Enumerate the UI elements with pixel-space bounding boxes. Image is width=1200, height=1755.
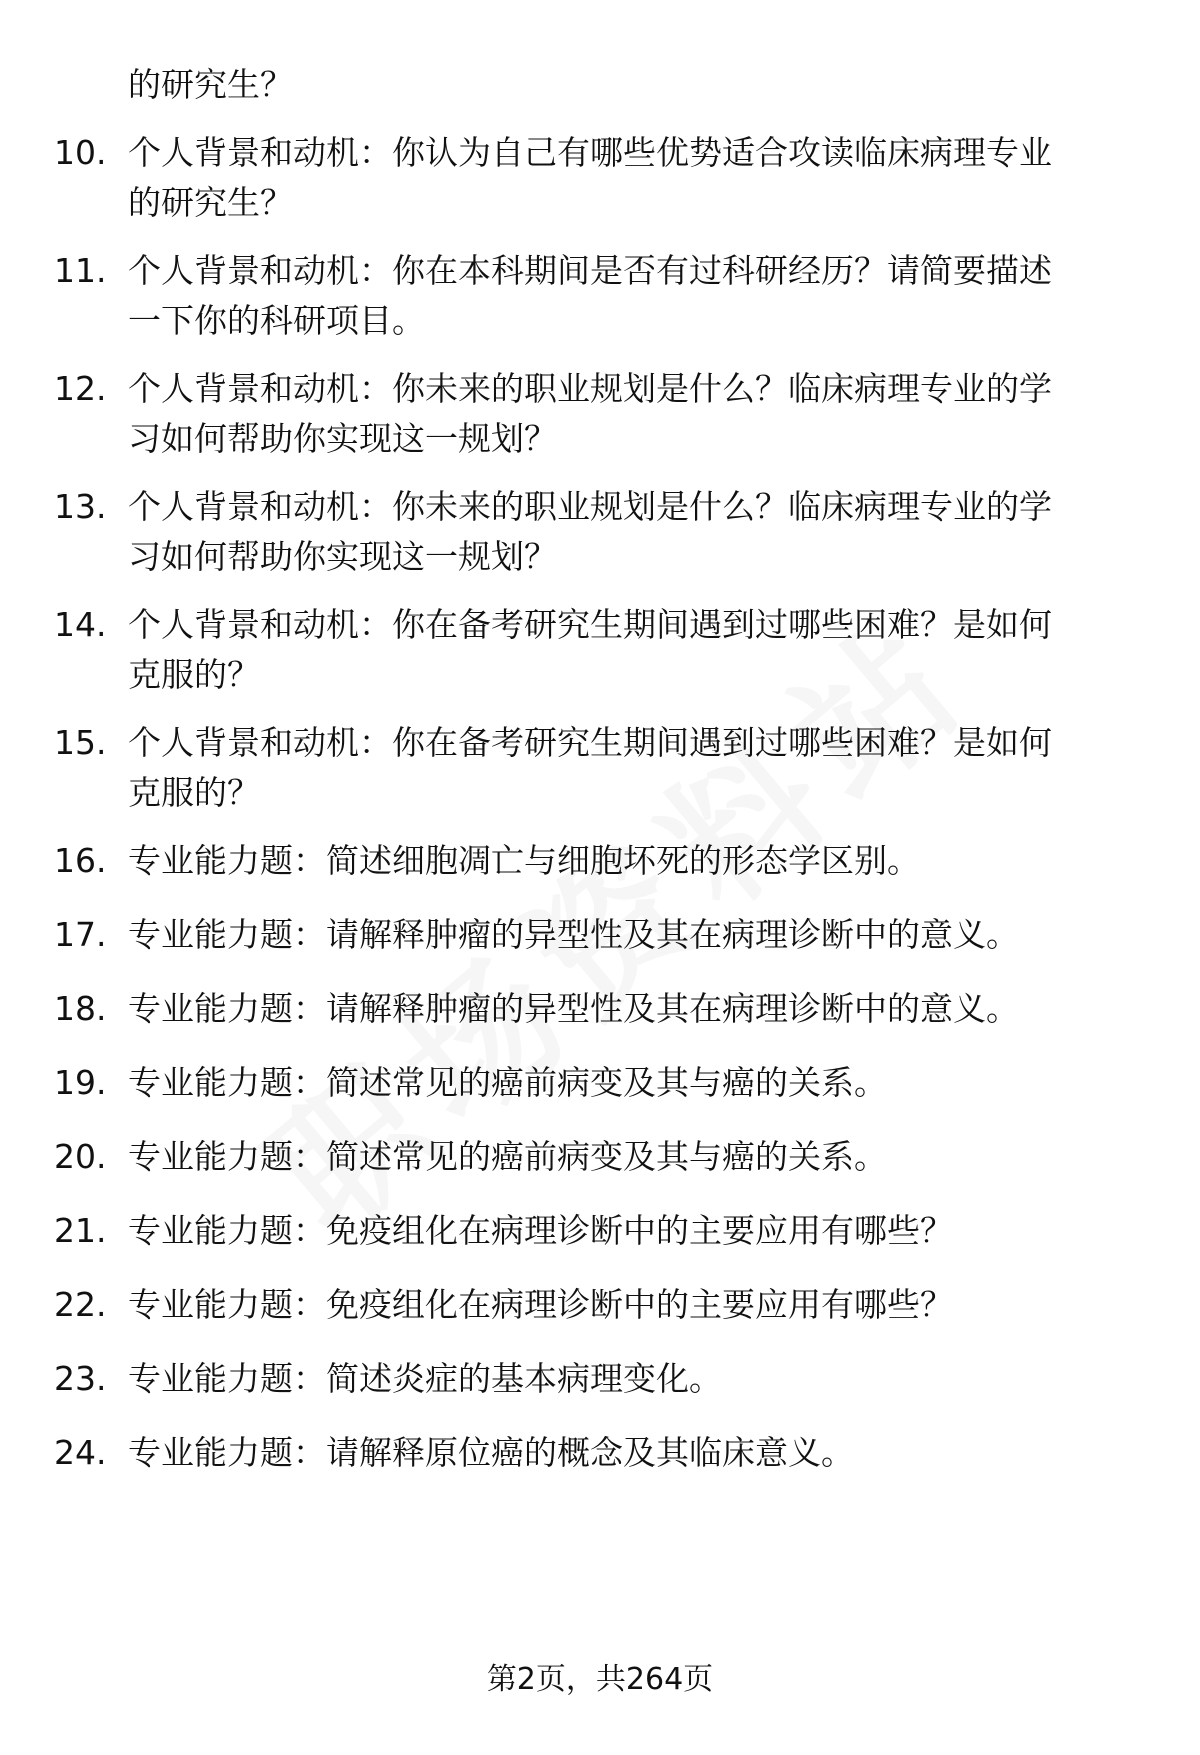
question-item <box>54 910 1154 960</box>
question-number: 17. <box>54 915 107 954</box>
question-text: 个人背景和动机：你认为自己有哪些优势适合攻读临床病理专业 的研究生？ <box>128 133 1052 222</box>
question-text: 专业能力题：免疫组化在病理诊断中的主要应用有哪些？ <box>128 1285 953 1324</box>
question-text: 专业能力题：请解释肿瘤的异型性及其在病理诊断中的意义。 <box>128 915 1019 954</box>
question-number: 11. <box>54 251 107 290</box>
question-text: 专业能力题：简述炎症的基本病理变化。 <box>128 1359 722 1398</box>
question-number: 14. <box>54 605 107 644</box>
question-number: 12. <box>54 369 107 408</box>
question-number: 10. <box>54 133 107 172</box>
question-item <box>54 600 1154 700</box>
question-number: 24. <box>54 1433 107 1472</box>
question-text: 个人背景和动机：你未来的职业规划是什么？临床病理专业的学 习如何帮助你实现这一规划？ <box>128 487 1052 576</box>
question-item <box>54 1132 1154 1182</box>
question-number: 15. <box>54 723 107 762</box>
question-number: 20. <box>54 1137 107 1176</box>
question-item <box>54 128 1154 228</box>
question-item <box>54 1428 1154 1478</box>
continued-question-text: 的研究生？ <box>128 65 293 104</box>
question-item <box>54 718 1154 818</box>
question-text: 专业能力题：免疫组化在病理诊断中的主要应用有哪些？ <box>128 1211 953 1250</box>
question-text: 专业能力题：请解释原位癌的概念及其临床意义。 <box>128 1433 854 1472</box>
question-text: 个人背景和动机：你在备考研究生期间遇到过哪些困难？是如何 克服的？ <box>128 723 1052 812</box>
question-text: 个人背景和动机：你在本科期间是否有过科研经历？请简要描述 一下你的科研项目。 <box>128 251 1052 340</box>
question-text: 个人背景和动机：你未来的职业规划是什么？临床病理专业的学 习如何帮助你实现这一规划？ <box>128 369 1052 458</box>
page-footer: 第2页，共264页 <box>486 1662 714 1697</box>
question-number: 22. <box>54 1285 107 1324</box>
question-item <box>54 1354 1154 1404</box>
question-number: 21. <box>54 1211 107 1250</box>
question-text: 个人背景和动机：你在备考研究生期间遇到过哪些困难？是如何 克服的？ <box>128 605 1052 694</box>
question-number: 13. <box>54 487 107 526</box>
question-text: 专业能力题：简述常见的癌前病变及其与癌的关系。 <box>128 1137 887 1176</box>
question-item <box>54 1058 1154 1108</box>
question-item <box>54 1280 1154 1330</box>
question-text: 专业能力题：简述常见的癌前病变及其与癌的关系。 <box>128 1063 887 1102</box>
question-number: 16. <box>54 841 107 880</box>
question-item <box>54 246 1154 346</box>
question-item <box>54 984 1154 1034</box>
question-text: 专业能力题：简述细胞凋亡与细胞坏死的形态学区别。 <box>128 841 920 880</box>
question-number: 23. <box>54 1359 107 1398</box>
question-item <box>54 364 1154 464</box>
question-number: 18. <box>54 989 107 1028</box>
question-item <box>54 482 1154 582</box>
question-text: 专业能力题：请解释肿瘤的异型性及其在病理诊断中的意义。 <box>128 989 1019 1028</box>
question-item <box>54 836 1154 886</box>
question-item <box>54 1206 1154 1256</box>
question-number: 19. <box>54 1063 107 1102</box>
